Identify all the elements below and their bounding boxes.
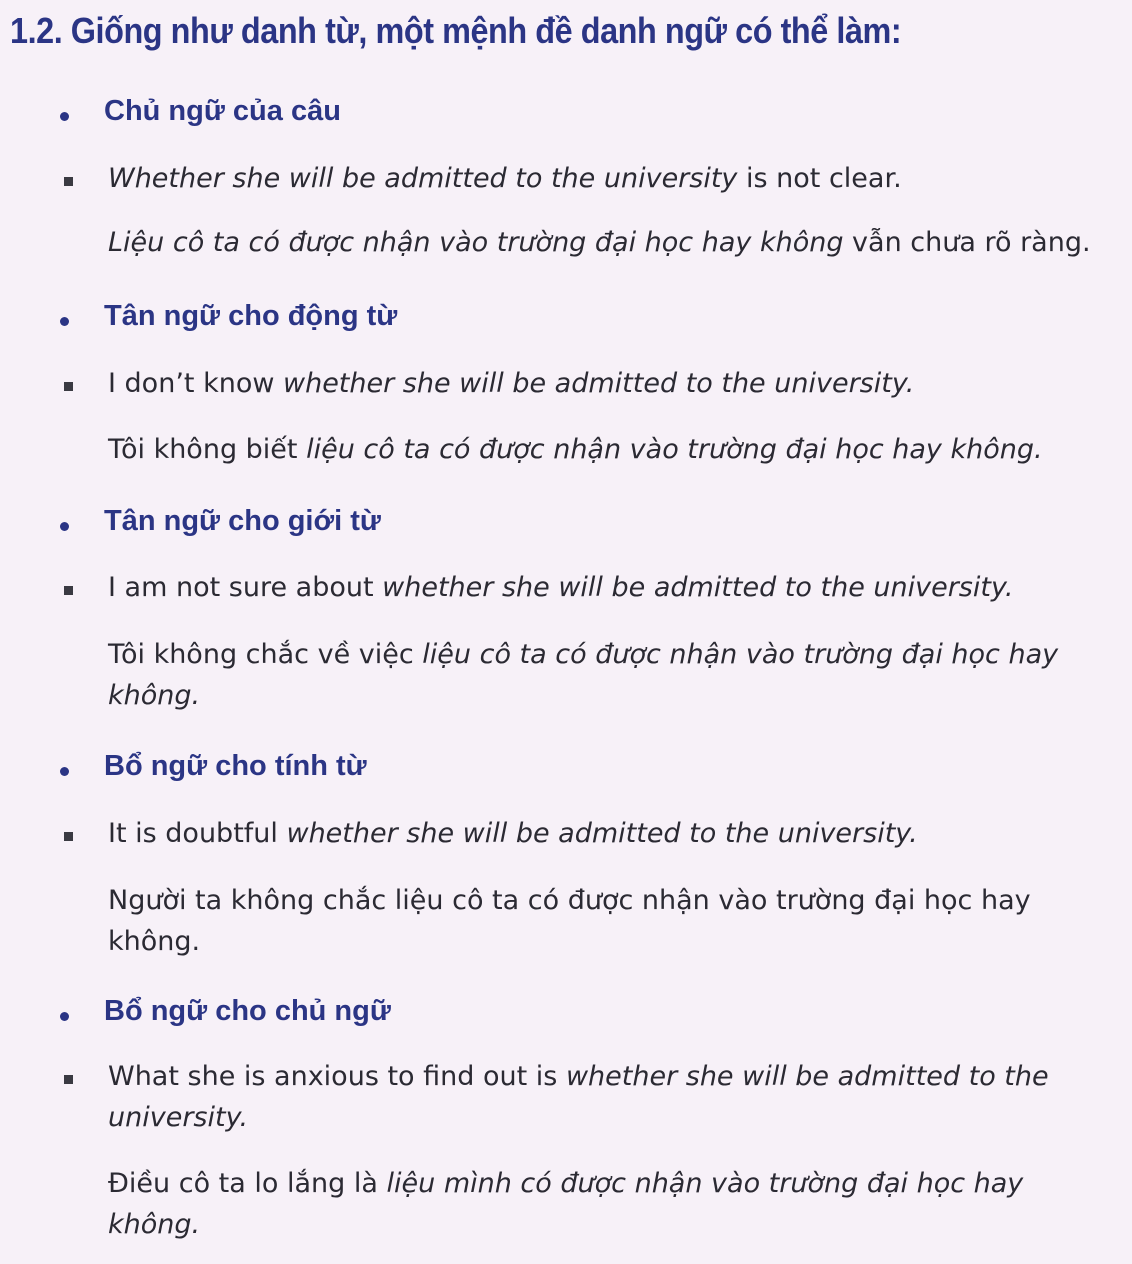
section-heading: Chủ ngữ của câu <box>104 95 341 127</box>
example-before: I am not sure about <box>108 572 383 603</box>
translation-clause: liệu cô ta có được nhận vào trường đại học hay không. <box>108 639 1059 711</box>
translation-before: Tôi không biết <box>108 434 307 465</box>
example-clause: Whether she will be admitted to the university <box>108 163 738 194</box>
example-before: I don’t know <box>108 368 283 399</box>
example-before: What she is anxious to find out is <box>108 1061 566 1092</box>
section-heading: Tân ngữ cho giới từ <box>104 505 381 537</box>
translation-sentence <box>108 222 1102 263</box>
bullet-square <box>64 832 73 841</box>
translation-clause: liệu mình có được nhận vào trường đại học hay không. <box>108 1168 1024 1240</box>
section-heading: Bổ ngữ cho tính từ <box>104 750 367 782</box>
translation-clause: Liệu cô ta có được nhận vào trường đại học hay không <box>108 227 844 258</box>
bullet-dot <box>60 317 69 326</box>
example-after: is not clear. <box>737 163 902 194</box>
bullet-dot <box>60 522 69 531</box>
example-sentence <box>108 567 1102 608</box>
example-clause: whether she will be admitted to the university. <box>382 572 1014 603</box>
section-heading: Bổ ngữ cho chủ ngữ <box>104 995 391 1027</box>
bullet-dot <box>60 112 69 121</box>
example-sentence <box>108 813 1102 854</box>
example-sentence <box>108 1056 1102 1138</box>
example-before: It is doubtful <box>108 818 287 849</box>
translation-sentence <box>108 880 1102 962</box>
translation-sentence <box>108 429 1102 470</box>
bullet-dot <box>60 1012 69 1021</box>
example-sentence <box>108 363 1102 404</box>
section-heading: Tân ngữ cho động từ <box>104 300 398 332</box>
bullet-square <box>64 382 73 391</box>
translation-before: Tôi không chắc về việc <box>108 639 423 670</box>
translation-after: vẫn chưa rõ ràng. <box>843 227 1091 258</box>
example-sentence <box>108 158 1102 199</box>
example-clause: whether she will be admitted to the university. <box>286 818 918 849</box>
translation-sentence <box>108 1163 1102 1245</box>
bullet-square <box>64 177 73 186</box>
example-clause: whether she will be admitted to the university. <box>283 368 915 399</box>
section-title: 1.2. Giống như danh từ, một mệnh đề danh ngữ có thể làm: <box>10 10 902 51</box>
translation-before: Điều cô ta lo lắng là <box>108 1168 387 1199</box>
translation-sentence <box>108 634 1102 716</box>
example-clause: whether she will be admitted to the university. <box>108 1061 1049 1133</box>
bullet-square <box>64 586 73 595</box>
bullet-dot <box>60 767 69 776</box>
translation-clause: liệu cô ta có được nhận vào trường đại học hay không. <box>306 434 1043 465</box>
bullet-square <box>64 1075 73 1084</box>
translation-before: Người ta không chắc liệu cô ta có được nhận vào trường đại học hay không. <box>108 885 1031 957</box>
